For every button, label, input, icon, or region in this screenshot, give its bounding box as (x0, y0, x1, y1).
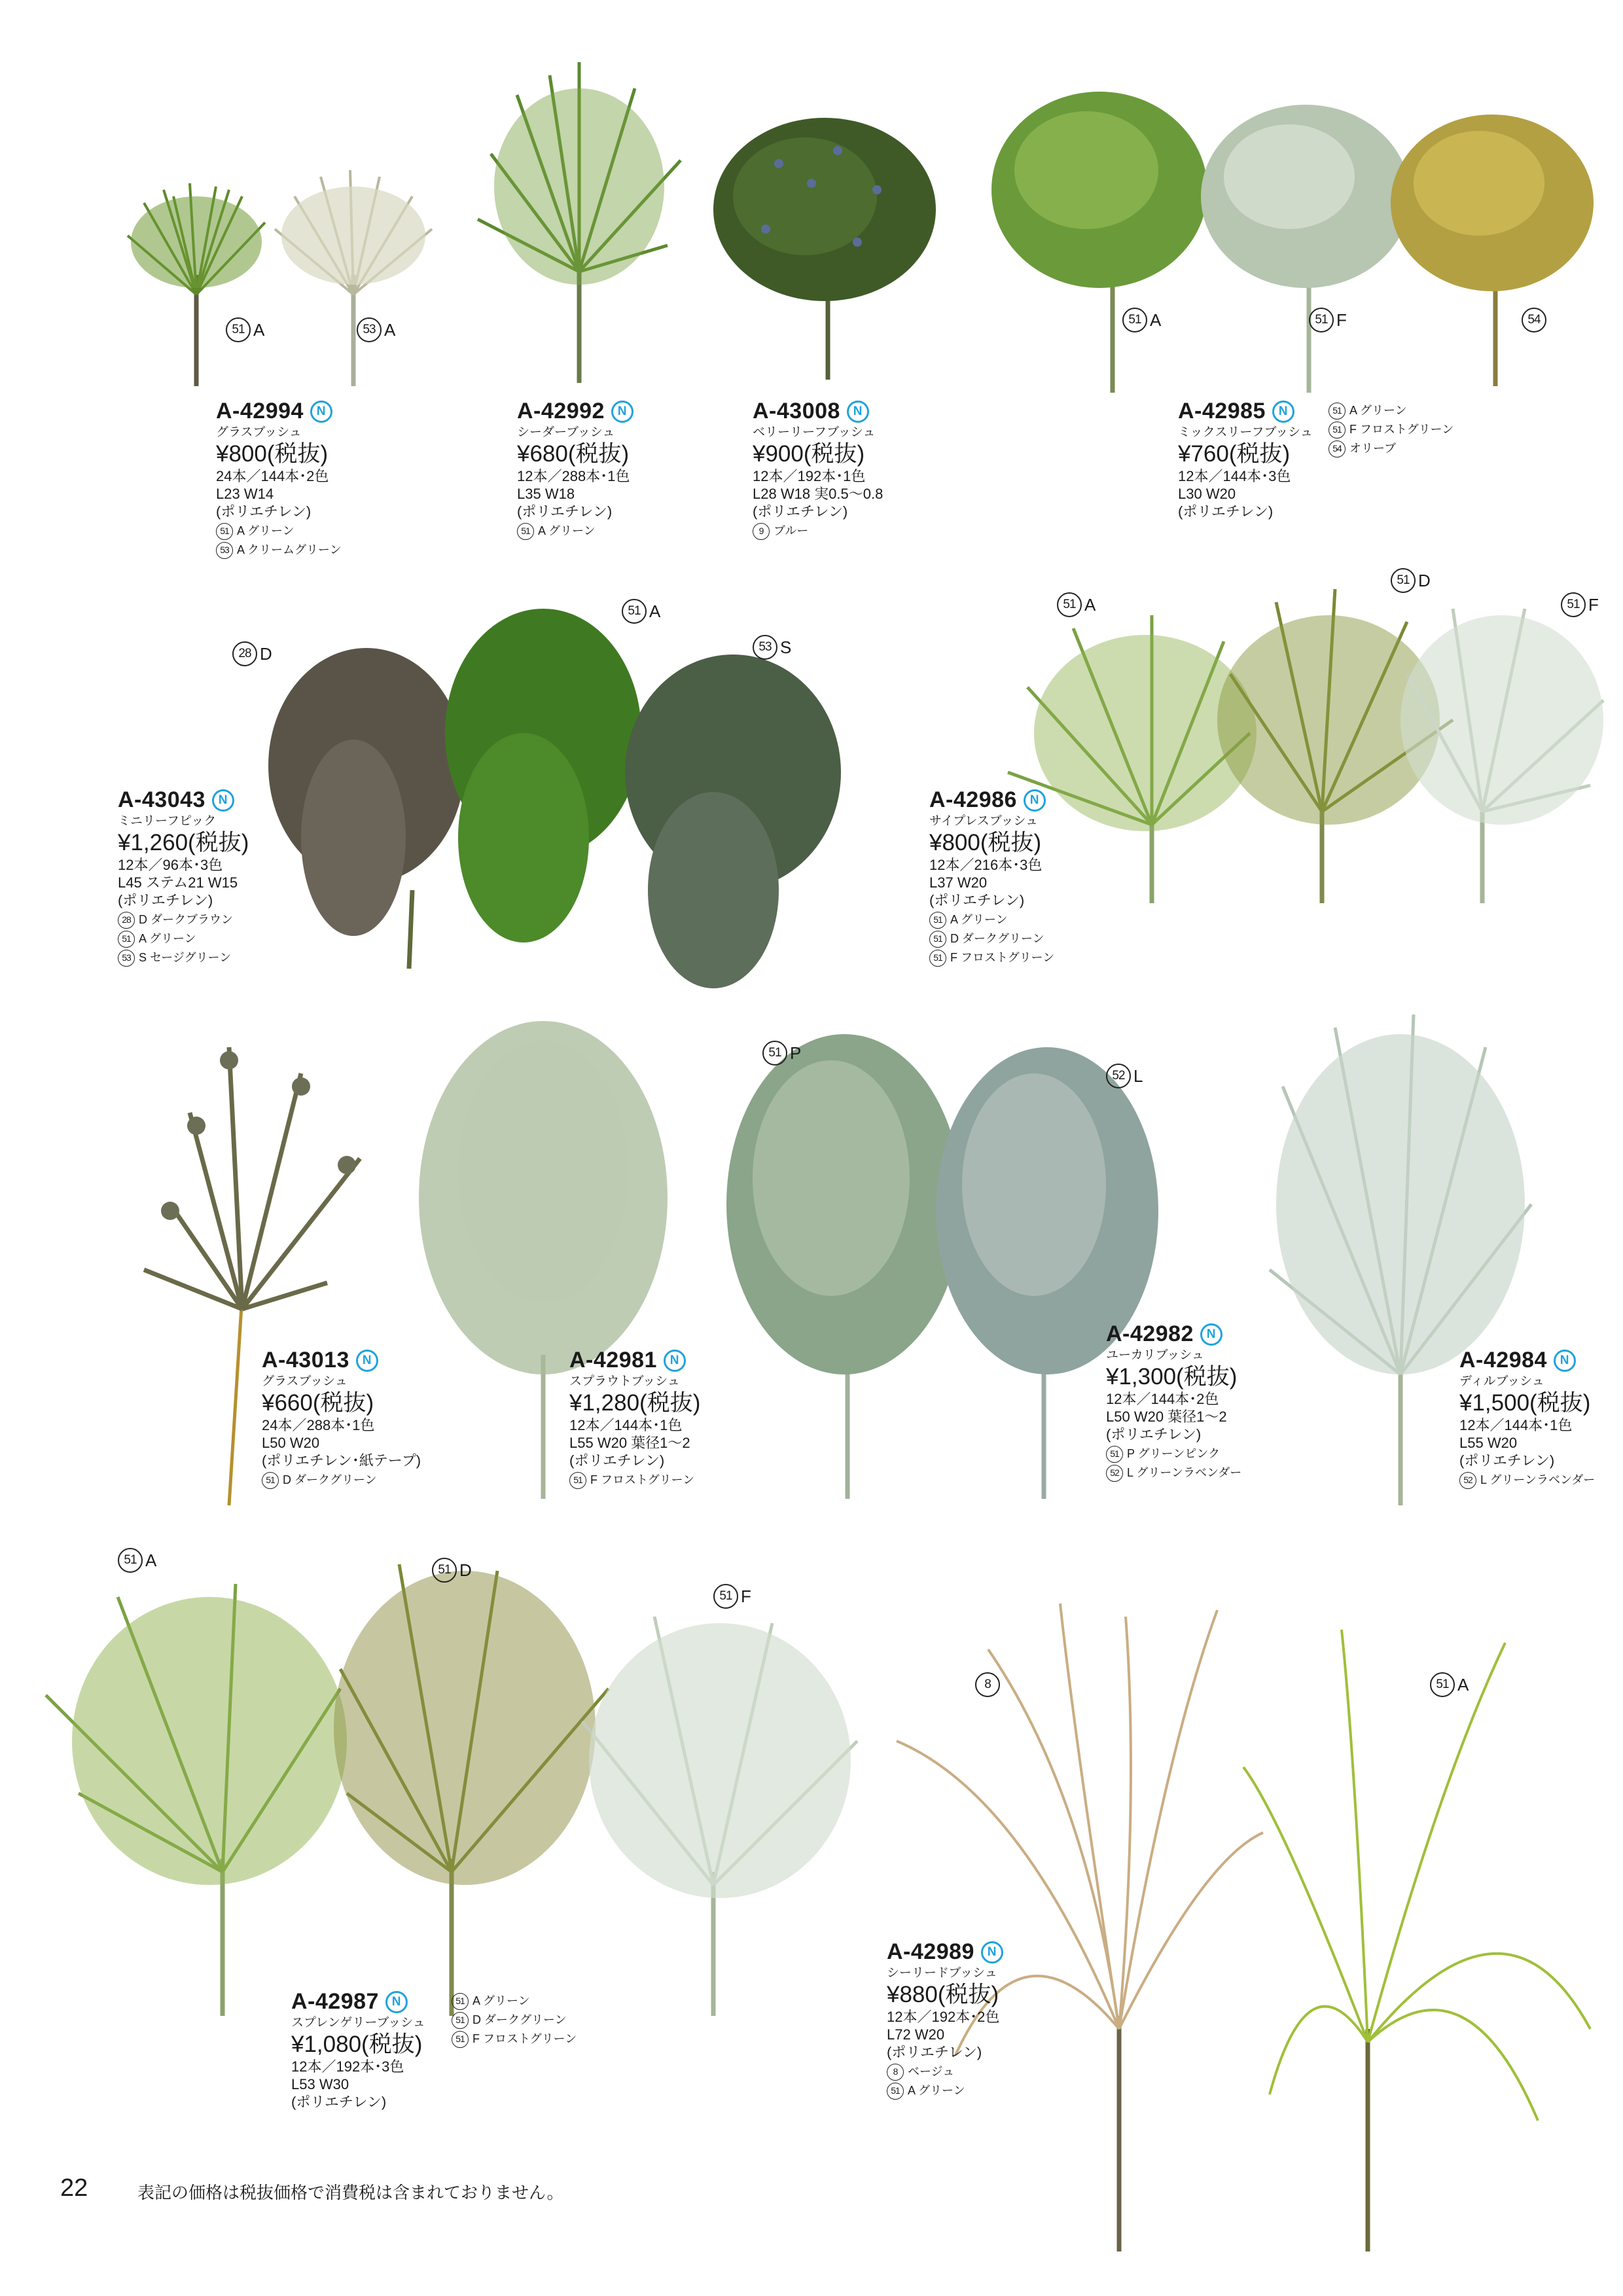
product-block (929, 787, 1054, 967)
product-code: A-43013 N (262, 1347, 421, 1374)
page-number: 22 (60, 2174, 88, 2202)
tax-note: 表記の価格は税抜価格で消費税は含まれておりません。 (137, 2183, 564, 2202)
product-block (291, 1988, 425, 2111)
product-name: スプレンゲリーブッシュ (291, 2016, 425, 2030)
product-spec: (ポリエチレン) (1178, 503, 1274, 520)
product-spec: (ポリエチレン) (118, 891, 213, 908)
product-spec: L28 W18 実0.5～0.8 (753, 486, 883, 503)
variant-item: 51 A グリーン (1329, 403, 1454, 420)
photo-sea-reed-bush-green (1230, 1623, 1597, 2251)
product-spec: 12本／144本･1色 (1459, 1417, 1573, 1434)
variant-item: 51 F フロストグリーン (569, 1472, 700, 1489)
product-price: ¥900(税抜) (753, 440, 865, 467)
product-price: ¥800(税抜) (216, 440, 329, 467)
product-name: シーリードブッシュ (887, 1966, 997, 1981)
product-spec: L53 W30 (291, 2076, 349, 2093)
variant-item: 51 D ダークグリーン (929, 931, 1054, 948)
product-spec: (ポリエチレン) (517, 503, 613, 520)
new-badge: N (1200, 1323, 1222, 1346)
product-code: A-42986 N (929, 787, 1054, 814)
product-price: ¥1,500(税抜) (1459, 1390, 1591, 1416)
product-spec: L35 W18 (517, 486, 575, 503)
visual-label: 51 A (1430, 1672, 1469, 1697)
product-name: ユーカリブッシュ (1106, 1348, 1204, 1363)
product-spec: L72 W20 (887, 2026, 945, 2043)
new-badge: N (1024, 789, 1046, 812)
photo-mix-leaf-bush-green (988, 79, 1211, 393)
photo-mix-leaf-bush-frost (1198, 85, 1414, 393)
photo-cedar-bush (471, 56, 687, 383)
product-spec: (ポリエチレン) (569, 1452, 665, 1469)
photo-sea-reed-bush-beige (890, 1597, 1270, 2251)
product-spec: 12本／192本･2色 (887, 2009, 1000, 2026)
variant-item: 51 D ダークグリーン (262, 1472, 421, 1489)
product-block (1106, 1321, 1241, 1482)
variant-item: 28 D ダークブラウン (118, 912, 249, 929)
product-spec: (ポリエチレン) (753, 503, 848, 520)
visual-label: 28 D (232, 641, 272, 666)
product-code: A-42989 N (887, 1939, 1003, 1965)
visual-label: 51 F (1309, 308, 1347, 332)
variant-item: 8 ベージュ (887, 2064, 1003, 2081)
variant-item: 51 F フロストグリーン (452, 2031, 577, 2048)
product-name: シーダーブッシュ (517, 425, 615, 440)
product-name: サイプレスブッシュ (929, 814, 1039, 829)
product-code: A-42982 N (1106, 1321, 1241, 1348)
product-spec: (ポリエチレン) (1459, 1452, 1555, 1469)
new-badge: N (611, 401, 633, 423)
photo-cypress-bush-frost (1394, 589, 1610, 903)
product-name: ディルブッシュ (1459, 1374, 1544, 1389)
visual-label: 53 A (357, 317, 395, 342)
product-code: A-42992 N (517, 398, 633, 425)
new-badge: N (847, 401, 869, 423)
visual-label: 51 A (118, 1548, 156, 1573)
photo-mini-leaf-pick-brown (262, 641, 458, 969)
product-price: ¥680(税抜) (517, 440, 630, 467)
product-name: グラスブッシュ (216, 425, 302, 440)
product-name: ミニリーフピック (118, 814, 217, 829)
product-spec: 24本／288本･1色 (262, 1417, 375, 1434)
product-spec: 12本／192本･1色 (753, 468, 866, 485)
product-spec: L55 W20 葉径1～2 (569, 1435, 690, 1452)
product-spec: 12本／192本･3色 (291, 2058, 404, 2075)
visual-label: 8 (975, 1672, 1003, 1697)
product-price: ¥660(税抜) (262, 1390, 374, 1416)
photo-sprengeri-bush-dark (327, 1545, 615, 2016)
product-block (887, 1939, 1003, 2100)
product-price: ¥880(税抜) (887, 1981, 999, 2007)
product-spec: L23 W14 (216, 486, 274, 503)
product-spec: (ポリエチレン) (887, 2043, 982, 2060)
visual-label: 51 F (1561, 592, 1599, 617)
visual-label: 54 (1522, 308, 1549, 332)
product-code: A-42984 N (1459, 1347, 1595, 1374)
product-block (517, 398, 633, 540)
variant-item: 51 D ダークグリーン (452, 2012, 577, 2029)
variant-item: 54 オリーブ (1329, 440, 1454, 457)
new-badge: N (1272, 401, 1294, 423)
variant-item: 51 F フロストグリーン (929, 950, 1054, 967)
product-block (216, 398, 342, 559)
photo-sprengeri-bush-green (39, 1571, 347, 2016)
product-price: ¥1,300(税抜) (1106, 1363, 1238, 1390)
product-code: A-42994 N (216, 398, 342, 425)
product-price: ¥1,260(税抜) (118, 829, 249, 855)
product-name: ベリーリーフブッシュ (753, 425, 876, 440)
product-spec: 12本／144本･3色 (1178, 468, 1291, 485)
product-price: ¥1,080(税抜) (291, 2031, 423, 2057)
product-name: ミックスリーフブッシュ (1178, 425, 1313, 440)
variant-item: 51 A グリーン (216, 523, 342, 540)
photo-grass-bush-cream (268, 157, 438, 386)
variant-item: 51 A グリーン (517, 523, 633, 540)
photo-grass-bush-green (118, 164, 275, 386)
variant-list (1329, 401, 1454, 457)
variant-item: 53 S セージグリーン (118, 950, 249, 967)
variant-item: 51 F フロストグリーン (1329, 422, 1454, 439)
visual-label: 51 F (713, 1584, 751, 1609)
photo-sprengeri-bush-frost (576, 1597, 864, 2016)
product-block (1178, 398, 1313, 521)
product-spec: (ポリエチレン･紙テープ) (262, 1452, 421, 1469)
new-badge: N (1554, 1350, 1576, 1372)
variant-item: 52 L グリーンラベンダー (1459, 1472, 1595, 1489)
variant-item: 51 A グリーン (118, 931, 249, 948)
product-spec: 12本／216本･3色 (929, 857, 1043, 874)
product-spec: L55 W20 (1459, 1435, 1518, 1452)
product-name: スプラウトブッシュ (569, 1374, 680, 1389)
product-name: グラスブッシュ (262, 1374, 348, 1389)
product-code: A-42981 N (569, 1347, 700, 1374)
product-block (262, 1347, 421, 1489)
new-badge: N (212, 789, 234, 812)
new-badge: N (385, 1991, 408, 2013)
product-block (1459, 1347, 1595, 1489)
new-badge: N (981, 1941, 1003, 1964)
product-spec: (ポリエチレン) (291, 2093, 387, 2110)
product-code: A-43008 N (753, 398, 883, 425)
visual-label: 51 P (762, 1041, 801, 1066)
visual-label: 51 A (1057, 592, 1096, 617)
photo-berry-leaf-bush (707, 105, 942, 380)
product-code: A-42987 N (291, 1988, 425, 2015)
product-spec: (ポリエチレン) (216, 503, 312, 520)
product-spec: L50 W20 葉径1～2 (1106, 1408, 1227, 1426)
visual-label: 51 A (226, 317, 264, 342)
product-block (569, 1347, 700, 1489)
variant-list (452, 1991, 577, 2048)
variant-item: 51 A グリーン (929, 912, 1054, 929)
variant-item: 51 A グリーン (452, 1993, 577, 2010)
new-badge: N (310, 401, 332, 423)
product-spec: L45 ステム21 W15 (118, 874, 238, 891)
product-code: A-43043 N (118, 787, 249, 814)
visual-label: 51 A (1122, 308, 1161, 332)
product-block (753, 398, 883, 540)
product-price: ¥1,280(税抜) (569, 1390, 701, 1416)
product-spec: (ポリエチレン) (929, 891, 1025, 908)
product-spec: 12本／288本･1色 (517, 468, 630, 485)
variant-item: 51 A グリーン (887, 2083, 1003, 2100)
variant-item: 53 A クリームグリーン (216, 542, 342, 559)
visual-label: 53 S (753, 635, 791, 660)
product-code: A-42985 N (1178, 398, 1313, 425)
new-badge: N (356, 1350, 378, 1372)
product-price: ¥800(税抜) (929, 829, 1042, 855)
variant-item: 9 ブルー (753, 523, 883, 540)
visual-label: 51 D (1391, 568, 1431, 593)
product-spec: L30 W20 (1178, 486, 1236, 503)
visual-label: 52 L (1106, 1064, 1143, 1088)
product-spec: 12本／144本･1色 (569, 1417, 683, 1434)
product-spec: 24本／144本･2色 (216, 468, 329, 485)
new-badge: N (664, 1350, 686, 1372)
variant-item: 52 L グリーンラベンダー (1106, 1465, 1241, 1482)
photo-mix-leaf-bush-olive (1387, 98, 1597, 386)
product-spec: 12本／96本･3色 (118, 857, 223, 874)
photo-mini-leaf-pick-sage (615, 641, 844, 995)
product-block (118, 787, 249, 967)
product-spec: L50 W20 (262, 1435, 320, 1452)
variant-item: 51 P グリーンピンク (1106, 1446, 1241, 1463)
product-spec: (ポリエチレン) (1106, 1426, 1202, 1443)
product-spec: 12本／144本･2色 (1106, 1391, 1219, 1408)
visual-label: 51 A (622, 599, 660, 624)
product-price: ¥760(税抜) (1178, 440, 1291, 467)
product-spec: L37 W20 (929, 874, 988, 891)
visual-label: 51 D (432, 1558, 472, 1583)
